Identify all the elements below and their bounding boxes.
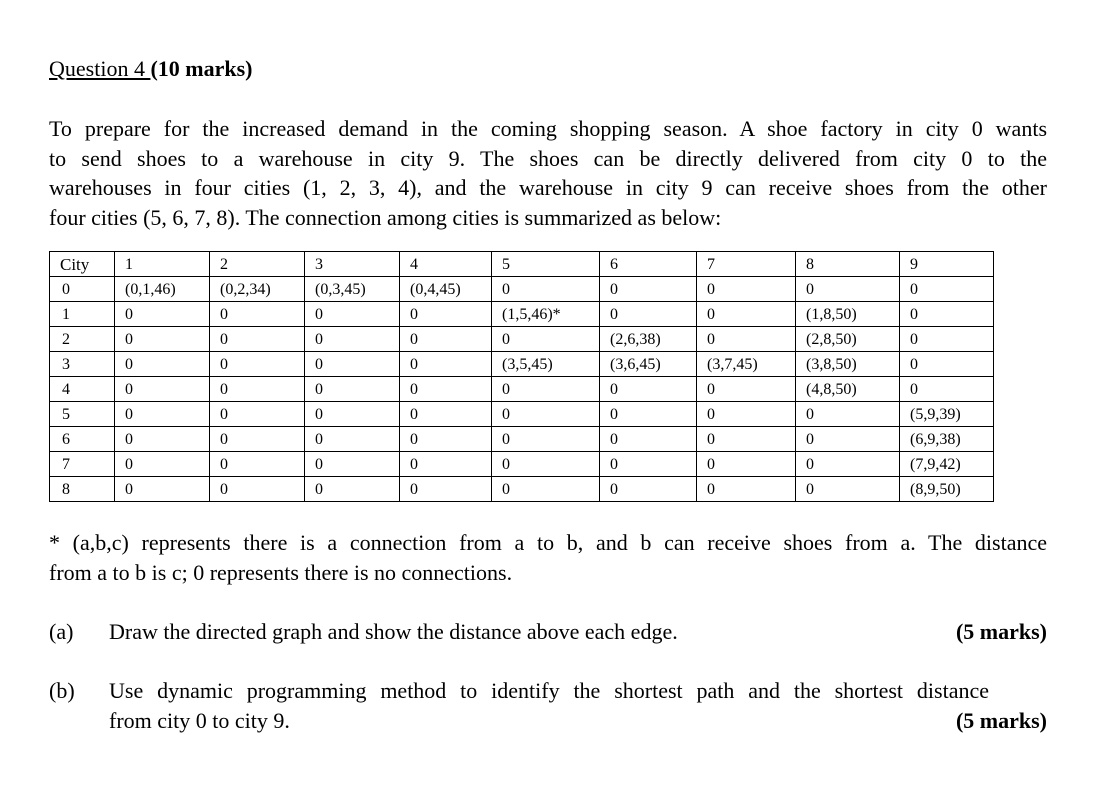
table-row	[50, 477, 994, 502]
column-header: 4	[400, 252, 492, 277]
column-header: 3	[305, 252, 400, 277]
table-cell: 0	[600, 477, 697, 502]
part-b-marks: (5 marks)	[955, 707, 1047, 733]
row-city-cell: 4	[50, 377, 115, 402]
intro-line: four cities (5, 6, 7, 8). The connection among cities is summarized as below:	[49, 204, 722, 230]
table-cell: 0	[796, 277, 900, 302]
table-cell: 0	[305, 477, 400, 502]
footnote-line: from a to b is c; 0 represents there is no connections.	[49, 559, 513, 585]
table-cell: 0	[492, 452, 600, 477]
column-header: 1	[115, 252, 210, 277]
question-label: Question 4	[49, 56, 151, 81]
column-header: 2	[210, 252, 305, 277]
table-cell: (2,8,50)	[796, 327, 900, 352]
table-cell: 0	[600, 302, 697, 327]
table-cell: (3,8,50)	[796, 352, 900, 377]
table-cell: (3,6,45)	[600, 352, 697, 377]
table-cell: 0	[492, 402, 600, 427]
part-b-line: from city 0 to city 9.	[109, 707, 290, 733]
table-cell: 0	[697, 427, 796, 452]
intro-line: To prepare for the increased demand in the coming shopping season. A shoe factory in city 0 wants	[49, 116, 1047, 141]
part-b-label: (b)	[49, 678, 75, 703]
table-cell: 0	[400, 377, 492, 402]
table-cell: 0	[796, 477, 900, 502]
table-cell: 0	[400, 402, 492, 427]
table-cell: (0,2,34)	[210, 277, 305, 302]
table-cell: 0	[492, 277, 600, 302]
column-header: 6	[600, 252, 697, 277]
table-cell: 0	[210, 477, 305, 502]
table-cell: 0	[600, 452, 697, 477]
part-a-marks: (5 marks)	[955, 619, 1047, 644]
table-cell: 0	[900, 302, 994, 327]
table-cell: 0	[305, 302, 400, 327]
table-cell: 0	[115, 402, 210, 427]
table-cell: (0,1,46)	[115, 277, 210, 302]
table-row	[50, 452, 994, 477]
table-cell: 0	[697, 327, 796, 352]
table-cell: 0	[796, 452, 900, 477]
footnote-line: * (a,b,c) represents there is a connection from a to b, and b can receive shoes from a. The distance	[49, 530, 1047, 555]
table-cell: 0	[600, 377, 697, 402]
table-cell: 0	[900, 277, 994, 302]
table-cell: 0	[115, 302, 210, 327]
row-city-cell: 2	[50, 327, 115, 352]
table-cell: 0	[697, 377, 796, 402]
table-cell: 0	[305, 427, 400, 452]
column-header: 5	[492, 252, 600, 277]
table-cell: 0	[796, 402, 900, 427]
table-cell: 0	[115, 352, 210, 377]
table-cell: 0	[600, 402, 697, 427]
table-cell: 0	[210, 452, 305, 477]
column-header: 7	[697, 252, 796, 277]
table-cell: 0	[697, 477, 796, 502]
row-city-cell: 0	[50, 277, 115, 302]
table-cell: 0	[210, 427, 305, 452]
table-row	[50, 377, 994, 402]
table-row	[50, 427, 994, 452]
row-city-cell: 3	[50, 352, 115, 377]
table-corner-cell: City	[50, 252, 115, 277]
table-cell: (3,5,45)	[492, 352, 600, 377]
table-cell: 0	[305, 452, 400, 477]
table-cell: 0	[305, 352, 400, 377]
row-city-cell: 8	[50, 477, 115, 502]
table-cell: (7,9,42)	[900, 452, 994, 477]
table-cell: 0	[400, 352, 492, 377]
table-cell: 0	[697, 452, 796, 477]
table-cell: (1,5,46)*	[492, 302, 600, 327]
table-cell: (8,9,50)	[900, 477, 994, 502]
table-row	[50, 327, 994, 352]
table-cell: 0	[305, 402, 400, 427]
column-header: 8	[796, 252, 900, 277]
intro-line: to send shoes to a warehouse in city 9. The shoes can be directly delivered from city 0 to the	[49, 145, 1047, 171]
table-row	[50, 402, 994, 427]
table-cell: (5,9,39)	[900, 402, 994, 427]
table-cell: 0	[697, 302, 796, 327]
question-heading	[49, 55, 253, 83]
table-header-row	[50, 252, 994, 277]
table-cell: 0	[305, 327, 400, 352]
question-total-marks: (10 marks)	[150, 56, 253, 81]
row-city-cell: 5	[50, 402, 115, 427]
table-cell: 0	[697, 402, 796, 427]
connection-table	[49, 251, 994, 502]
part-b-text	[109, 676, 1047, 735]
table-cell: 0	[210, 377, 305, 402]
table-cell: 0	[400, 302, 492, 327]
table-row	[50, 302, 994, 327]
table-cell: 0	[697, 277, 796, 302]
table-cell: 0	[210, 327, 305, 352]
table-cell: (1,8,50)	[796, 302, 900, 327]
footnote-paragraph	[49, 528, 1047, 587]
table-cell: 0	[210, 352, 305, 377]
table-cell: 0	[600, 427, 697, 452]
table-cell: 0	[305, 377, 400, 402]
table-cell: 0	[492, 327, 600, 352]
column-header: 9	[900, 252, 994, 277]
table-cell: 0	[115, 477, 210, 502]
table-cell: 0	[400, 327, 492, 352]
intro-paragraph	[49, 114, 1047, 232]
table-cell: 0	[900, 352, 994, 377]
part-a-line: Draw the directed graph and show the distance above each edge.	[109, 619, 678, 644]
table-cell: 0	[115, 377, 210, 402]
table-cell: 0	[796, 427, 900, 452]
table-cell: 0	[492, 427, 600, 452]
table-cell: 0	[492, 477, 600, 502]
table-row	[50, 352, 994, 377]
table-cell: 0	[900, 377, 994, 402]
table-cell: 0	[400, 452, 492, 477]
row-city-cell: 1	[50, 302, 115, 327]
table-cell: (3,7,45)	[697, 352, 796, 377]
part-b-line: Use dynamic programming method to identify the shortest path and the shortest distance	[109, 678, 989, 703]
row-city-cell: 6	[50, 427, 115, 452]
table-cell: 0	[115, 427, 210, 452]
table-cell: 0	[400, 427, 492, 452]
table-cell: (0,4,45)	[400, 277, 492, 302]
table-cell: (0,3,45)	[305, 277, 400, 302]
table-row	[50, 277, 994, 302]
table-cell: (2,6,38)	[600, 327, 697, 352]
table-cell: 0	[900, 327, 994, 352]
table-cell: 0	[115, 327, 210, 352]
part-a-label: (a)	[49, 619, 74, 644]
table-cell: 0	[210, 402, 305, 427]
table-cell: 0	[492, 377, 600, 402]
table-cell: 0	[600, 277, 697, 302]
row-city-cell: 7	[50, 452, 115, 477]
part-a-text	[109, 617, 1047, 647]
table-cell: 0	[115, 452, 210, 477]
table-cell: 0	[400, 477, 492, 502]
table-cell: 0	[210, 302, 305, 327]
table-cell: (6,9,38)	[900, 427, 994, 452]
intro-line: warehouses in four cities (1, 2, 3, 4), and the warehouse in city 9 can receive shoes from the other	[49, 175, 1047, 201]
table-cell: (4,8,50)	[796, 377, 900, 402]
